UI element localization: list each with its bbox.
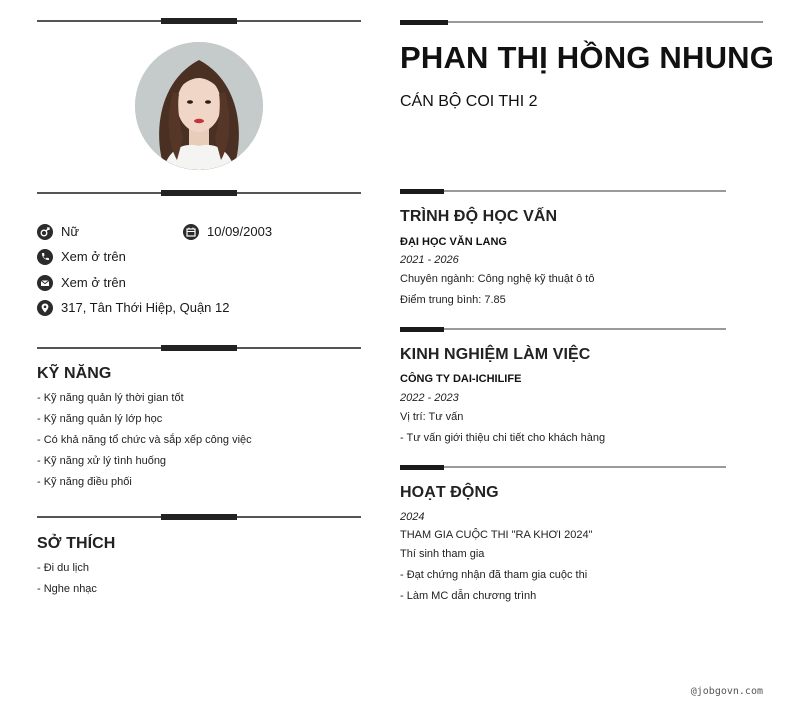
experience-position: Vị trí: Tư vấn bbox=[400, 411, 464, 423]
watermark: @jobgovn.com bbox=[690, 686, 763, 697]
education-gpa: Điểm trung bình: 7.85 bbox=[400, 294, 506, 306]
gender-icon bbox=[37, 224, 53, 240]
list-item: - Có khả năng tổ chức và sắp xếp công việc bbox=[37, 434, 252, 446]
location-pin-icon bbox=[37, 300, 53, 316]
experience-years: 2022 - 2023 bbox=[400, 392, 459, 404]
divider-info-left bbox=[37, 192, 361, 194]
education-major: Chuyên ngành: Công nghệ kỹ thuật ô tô bbox=[400, 273, 595, 285]
list-item: - Kỹ năng quản lý lớp học bbox=[37, 413, 163, 425]
activities-event: THAM GIA CUỘC THI "RA KHƠI 2024" bbox=[400, 529, 593, 541]
divider-top-left bbox=[37, 20, 361, 22]
list-item: - Đi du lịch bbox=[37, 562, 89, 574]
phone-icon bbox=[37, 249, 53, 265]
email-value: Xem ở trên bbox=[61, 275, 126, 290]
divider-skills bbox=[37, 347, 361, 349]
activities-item: - Đạt chứng nhận đã tham gia cuộc thi bbox=[400, 569, 588, 581]
divider-education bbox=[400, 190, 726, 192]
education-title: TRÌNH ĐỘ HỌC VẤN bbox=[400, 208, 558, 225]
hobbies-list bbox=[37, 558, 97, 600]
education-school: ĐẠI HỌC VĂN LANG bbox=[400, 236, 507, 248]
email-icon bbox=[37, 275, 53, 291]
avatar bbox=[135, 42, 263, 170]
portrait-photo bbox=[135, 42, 263, 170]
list-item: - Kỹ năng điều phối bbox=[37, 476, 132, 488]
skills-list bbox=[37, 388, 252, 493]
activities-title: HOẠT ĐỘNG bbox=[400, 484, 499, 501]
list-item: - Nghe nhạc bbox=[37, 583, 97, 595]
hobbies-title: SỞ THÍCH bbox=[37, 535, 116, 552]
activities-item: - Làm MC dẫn chương trình bbox=[400, 590, 537, 602]
calendar-icon bbox=[183, 224, 199, 240]
gender-value: Nữ bbox=[61, 224, 80, 239]
experience-title: KINH NGHIỆM LÀM VIỆC bbox=[400, 346, 591, 363]
divider-activities bbox=[400, 466, 726, 468]
activities-year: 2024 bbox=[400, 511, 425, 523]
list-item: - Kỹ năng xử lý tình huống bbox=[37, 455, 167, 467]
phone-value: Xem ở trên bbox=[61, 249, 126, 264]
skills-title: KỸ NĂNG bbox=[37, 365, 112, 382]
full-name: PHAN THỊ HỒNG NHUNG bbox=[400, 40, 775, 75]
divider-hobbies bbox=[37, 516, 361, 518]
education-years: 2021 - 2026 bbox=[400, 254, 459, 266]
dob-value: 10/09/2003 bbox=[207, 224, 273, 239]
activities-role: Thí sinh tham gia bbox=[400, 548, 485, 560]
experience-detail: - Tư vấn giới thiệu chi tiết cho khách hàng bbox=[400, 432, 606, 444]
job-role: CÁN BỘ COI THI 2 bbox=[400, 93, 538, 110]
list-item: - Kỹ năng quản lý thời gian tốt bbox=[37, 392, 184, 404]
divider-top-right bbox=[400, 21, 763, 23]
divider-experience bbox=[400, 328, 726, 330]
address-value: 317, Tân Thới Hiệp, Quận 12 bbox=[61, 300, 230, 315]
experience-company: CÔNG TY DAI-ICHILIFE bbox=[400, 373, 522, 385]
